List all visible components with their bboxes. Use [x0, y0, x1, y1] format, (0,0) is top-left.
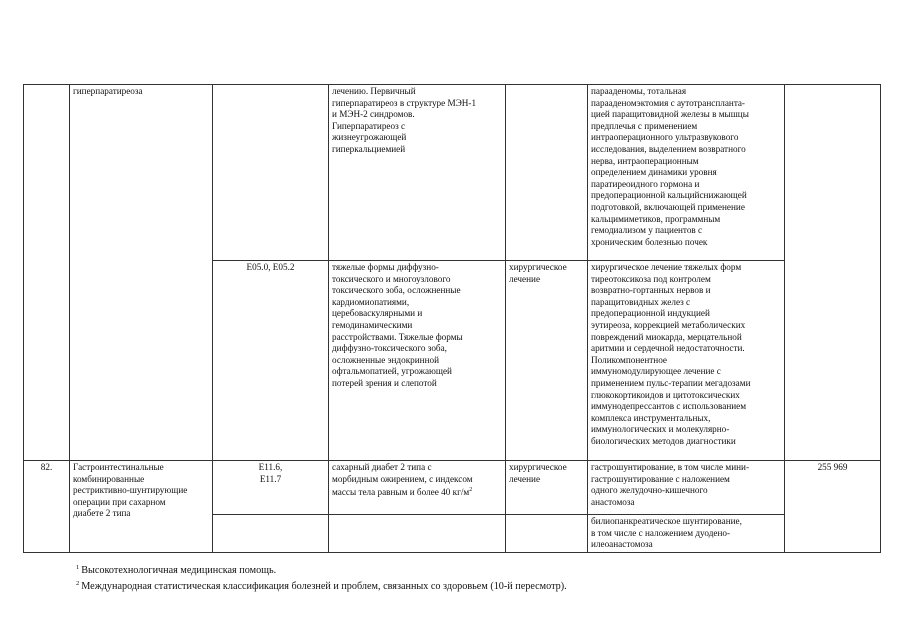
indication-text: лечению. Первичный гиперпаратиреоз в структуре МЭН-1 и МЭН-2 синдромов. Гиперпаратиреоз с жизнеугрожающей гиперкальциемией — [332, 86, 477, 154]
footnote-1 — [76, 561, 876, 577]
indication-cell — [329, 85, 506, 261]
icd-code: E11.6, E11.7 — [258, 462, 283, 484]
procedure-name-cell — [70, 461, 213, 553]
footnote-text: Международная статистическая классификация болезней и проблем, связанных со здоровьем (10-й пересмотр). — [81, 581, 567, 592]
procedure-name: Гастроинтестинальные комбинированные рестриктивно-шунтирующие операции при сахарном диабете 2 типа — [73, 462, 188, 519]
row-number: 82. — [40, 462, 53, 472]
method-cell — [588, 85, 785, 261]
treatment-type-cell — [506, 85, 588, 261]
treatment-type: хирургическое лечение — [509, 262, 567, 284]
method-text: билиопанкреатическое шунтирование, в том числе с наложением дуодено- илеоанастомоза — [591, 516, 742, 550]
treatment-type-cell — [506, 261, 588, 461]
price-value: 255 969 — [817, 462, 848, 472]
method-cell — [588, 261, 785, 461]
row-number-cell — [24, 461, 70, 553]
price-cell — [785, 85, 881, 461]
method-text: гастрошунтирование, в том числе мини- гастрошунтирование с наложением одного желудочно-кишечного анастомоза — [591, 462, 749, 507]
unit-superscript: 2 — [469, 487, 473, 494]
treatment-type-cell — [506, 461, 588, 515]
icd-code-cell — [213, 85, 329, 261]
services-table — [23, 84, 881, 553]
table-row — [24, 85, 881, 261]
footnote-mark: 1 — [76, 564, 80, 571]
footnote-mark: 2 — [76, 580, 80, 587]
icd-code: E05.0, E05.2 — [246, 262, 295, 272]
indication-text: тяжелые формы диффузно- токсического и многоузлового токсического зоба, осложненные кардиомиопатиями, церебоваскулярными и гемодинамическими расстройствами. Тяжелые формы диффузно-токсического зоба, осложненные эндокринной офтальмопатией, угрожающей потерей зрения и слепотой — [332, 262, 463, 388]
indication-cell — [329, 515, 506, 553]
indication-cell — [329, 261, 506, 461]
method-text: парааденомы, тотальная парааденомэктомия с аутотрансплантa- цией паращитовидной железы в мышцы предплечья с применением интраоперационного ультразвукового исследования, выделением возвратного нерва, интраоперационным определением динамики уровня паратиреоидного гормона и предоперационной кальцийснижающей подготовкой, включающей применение кальцимиметиков, программным гемодиализом у пациентов с хроническим болезнью почек — [591, 86, 749, 247]
indication-text: сахарный диабет 2 типа с морбидным ожирением, с индексом массы тела равным и более 40 кг/м — [332, 462, 473, 498]
footnotes — [76, 561, 876, 593]
procedure-name: гиперпаратиреоза — [73, 86, 143, 96]
footnote-text: Высокотехнологичная медицинская помощь. — [81, 565, 277, 576]
method-cell — [588, 461, 785, 515]
table-row — [24, 461, 881, 515]
icd-code-cell — [213, 461, 329, 515]
indication-cell — [329, 461, 506, 515]
price-cell — [785, 461, 881, 553]
treatment-type-cell — [506, 515, 588, 553]
treatment-type: хирургическое лечение — [509, 462, 567, 484]
icd-code-cell — [213, 515, 329, 553]
method-text: хирургическое лечение тяжелых форм тиреотоксикоза под контролем возвратно-гортанных нервов и паращитовидных желез с предоперационной индукцией эутиреоза, коррекцией метаболических повреждений миокарда, мерцательной аритмии и сердечной недостаточности. Поликомпонентное иммуномодулирующее лечение с применением пульс-терапии мегадозами глюкокортикоидов и цитотоксических иммунодепрессантов с использованием комплекса инструментальных, иммунологических и молекулярно- биологических методов диагностики — [591, 262, 751, 446]
procedure-name-cell — [70, 85, 213, 461]
row-number-cell — [24, 85, 70, 461]
method-cell — [588, 515, 785, 553]
footnote-2 — [76, 577, 876, 593]
icd-code-cell — [213, 261, 329, 461]
